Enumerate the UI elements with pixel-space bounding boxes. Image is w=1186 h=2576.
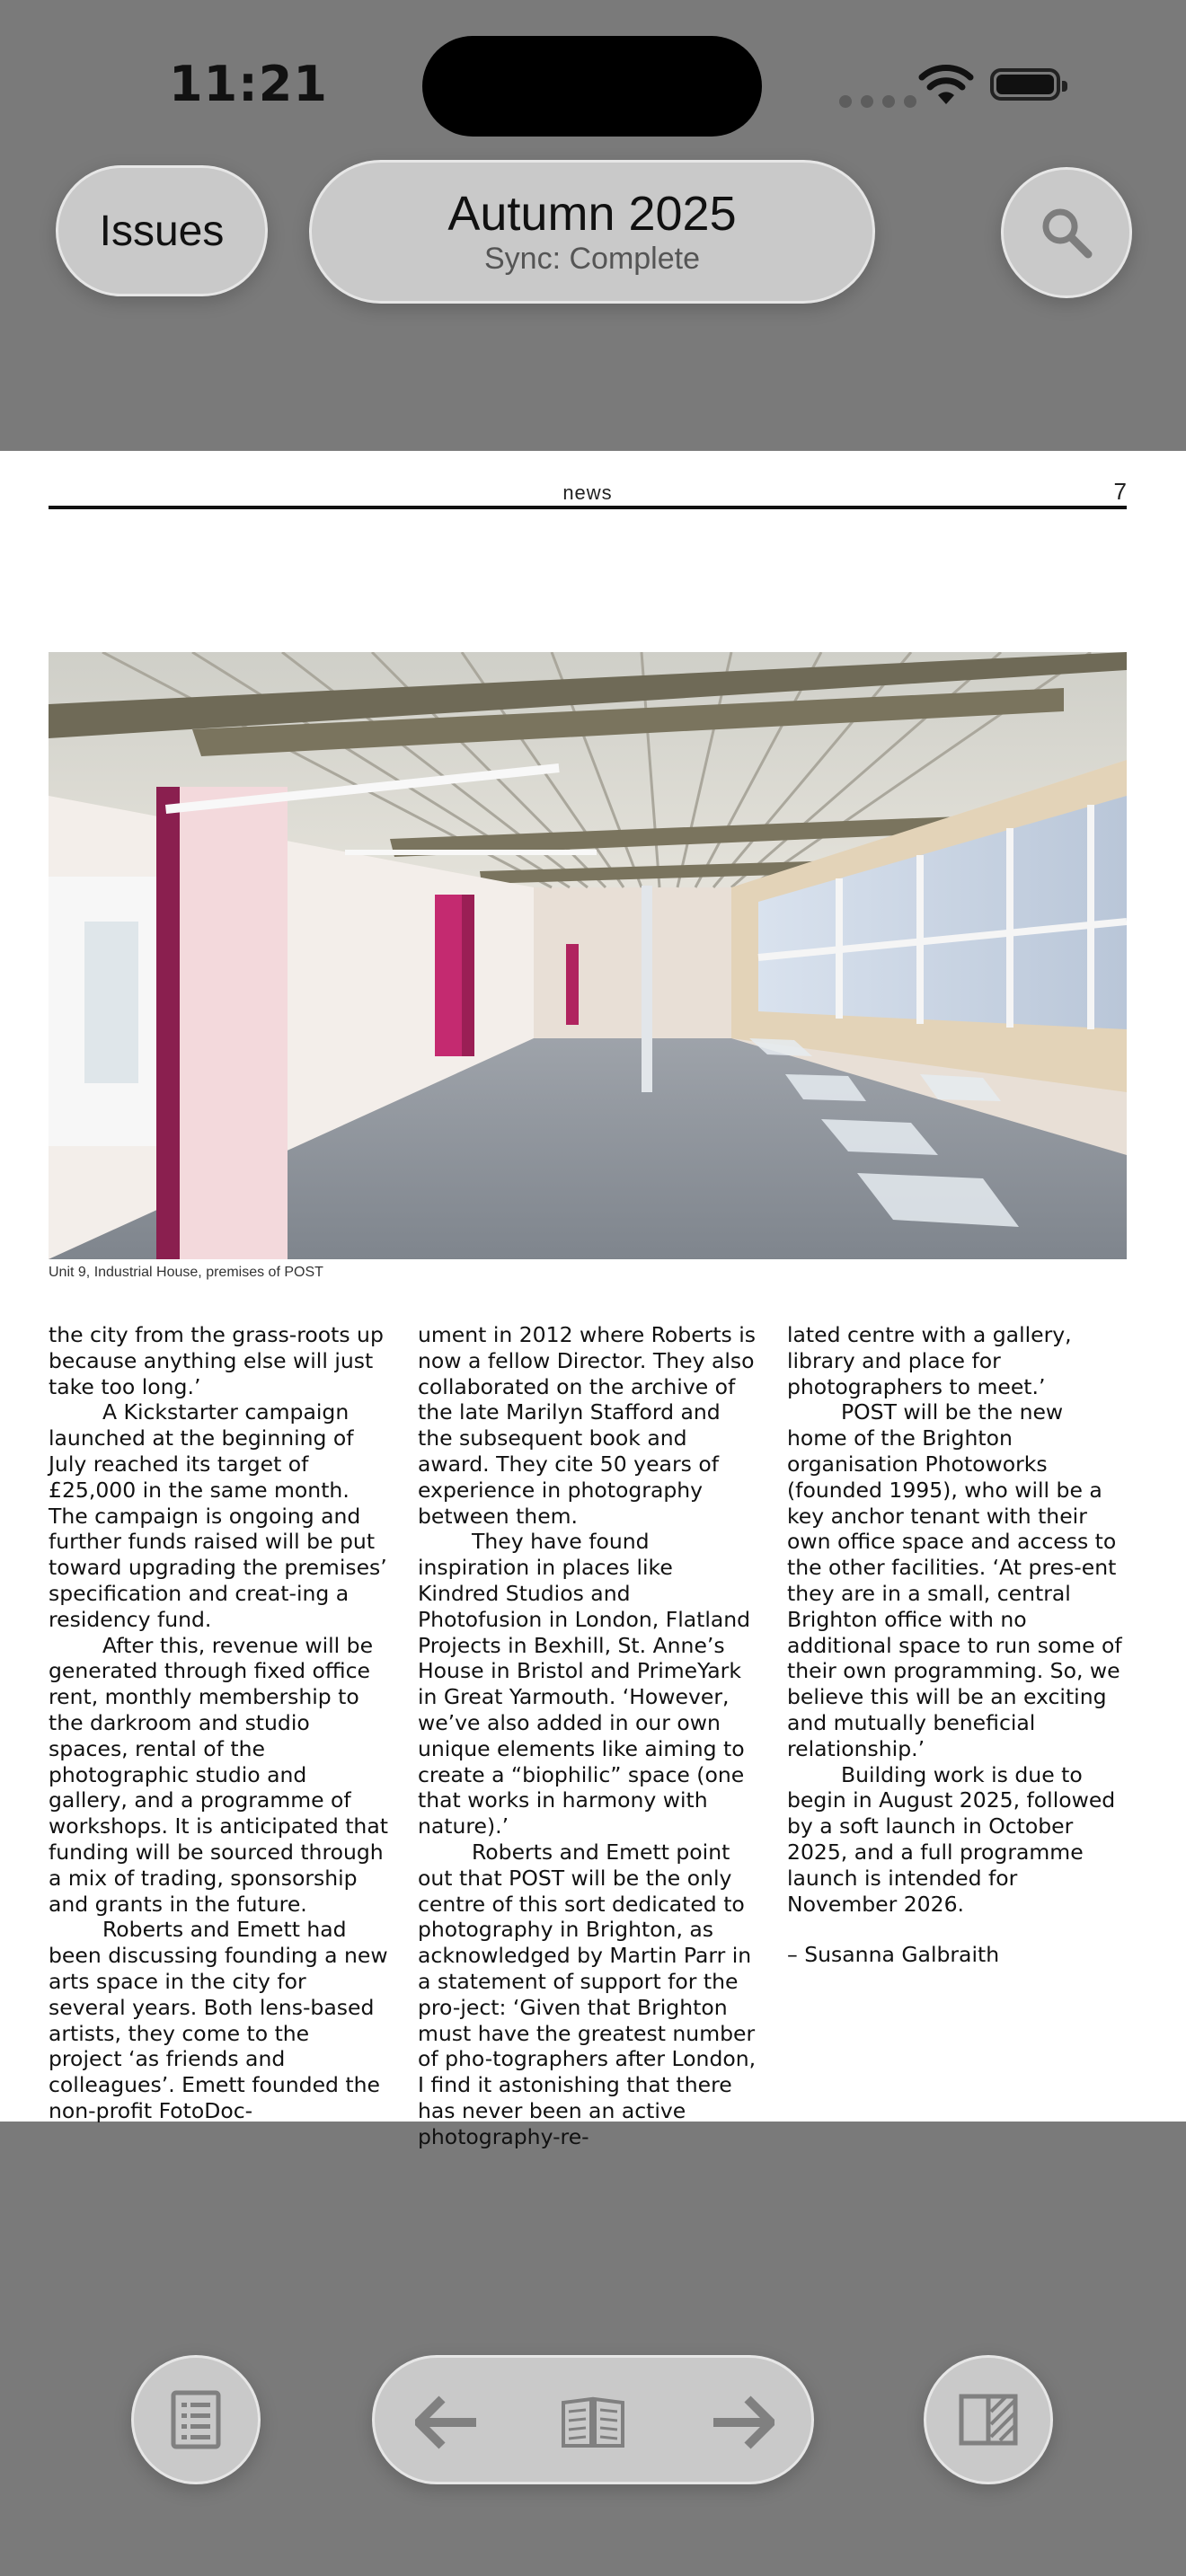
arrow-right-icon: [712, 2395, 774, 2449]
search-button[interactable]: [1001, 167, 1132, 298]
issue-title: Autumn 2025: [447, 187, 737, 241]
paragraph: ument in 2012 where Roberts is now a fellow Director. They also collaborated on the archive of the late Marilyn Stafford and the subsequent book and award. They cite 50 years of experience in photography between them.: [418, 1322, 757, 1529]
status-indicators: [836, 63, 1078, 108]
author-signature: – Susanna Galbraith: [787, 1942, 1000, 1968]
photo-caption: Unit 9, Industrial House, premises of POST: [49, 1265, 323, 1280]
magazine-page[interactable]: [0, 451, 1186, 2149]
issue-title-pill[interactable]: [309, 160, 875, 304]
article-column-2: [418, 1322, 757, 2150]
paragraph: Building work is due to begin in August 2025, followed by a soft launch in October 2025, and a full programme launch is intended for November 2026.: [787, 1761, 1116, 1917]
section-label: news: [562, 481, 613, 504]
search-icon: [1038, 204, 1095, 261]
paragraph: lated centre with a gallery, library and place for photographers to meet.’: [787, 1322, 1072, 1399]
page-navigation: [372, 2355, 814, 2484]
status-time: 11:21: [169, 56, 328, 112]
page-number: 7: [1113, 478, 1127, 505]
wifi-icon: [918, 65, 974, 106]
paragraph: POST will be the new home of the Brighton organisation Photoworks (founded 1995), who will be a key anchor tenant with their own office space and access to the other facilities. ‘At pres-ent they are in a small, central Brighton office with no additional space to run some of their own programming. So, we believe this will be an exciting and mutually beneficial relationship.’: [787, 1399, 1122, 1761]
paragraph: A Kickstarter campaign launched at the beginning of July reached its target of £25,000 in the same month. The campaign is ongoing and further funds raised will be put toward upgrading the premises’ specification and creat-ing a residency fund.: [49, 1399, 387, 1632]
arrow-left-icon: [415, 2395, 478, 2449]
page-layout-button[interactable]: [924, 2355, 1053, 2484]
running-head: [49, 474, 1127, 510]
article-photo: [49, 652, 1127, 1259]
dynamic-island: [422, 36, 762, 137]
open-book-icon: [560, 2395, 626, 2449]
article-column-3: [787, 1322, 1127, 1968]
sync-status: Sync: Complete: [484, 242, 700, 276]
contents-list-icon: [171, 2390, 221, 2449]
battery-icon: [990, 68, 1060, 101]
article-columns: [49, 1322, 1127, 2149]
previous-page-button[interactable]: [409, 2385, 484, 2460]
paragraph: They have found inspiration in places like Kindred Studios and Photofusion in London, Flatland Projects in Bexhill, St. Anne’s House in Bristol and PrimeYark in Great Yarmouth. ‘However, we’ve also added in our own unique elements like aiming to create a “biophilic” space (one that works in harmony with nature).’: [418, 1529, 751, 1839]
page-view-button[interactable]: [555, 2385, 631, 2460]
issues-button[interactable]: Issues: [56, 165, 268, 296]
header-rule: [49, 506, 1127, 509]
page-layout-icon: [959, 2394, 1018, 2446]
contents-button[interactable]: [131, 2355, 261, 2484]
paragraph: After this, revenue will be generated through fixed office rent, monthly membership to the darkroom and studio spaces, rental of the photographic studio and gallery, and a programme of workshops. It is anticipated that funding will be sourced through a mix of trading, sponsorship and grants in the future.: [49, 1632, 388, 1917]
next-page-button[interactable]: [705, 2385, 781, 2460]
cellular-signal-icon: [839, 95, 916, 108]
paragraph: the city from the grass-roots up because anything else will just take too long.’: [49, 1322, 384, 1399]
paragraph: Roberts and Emett had been discussing founding a new arts space in the city for several years. Both lens-based artists, they come to the project ‘as friends and colleagues’. Emett founded the non-profit FotoDoc-: [49, 1917, 388, 2123]
article-column-1: [49, 1322, 388, 2124]
paragraph: Roberts and Emett point out that POST will be the only centre of this sort dedicated to photography in Brighton, as acknowledged by Martin Parr in a statement of support for the pro-ject: ‘Given that Brighton must have the greatest number of pho-tographers after London, I find it astonishing that there has never been an active photography-re-: [418, 1839, 757, 2149]
